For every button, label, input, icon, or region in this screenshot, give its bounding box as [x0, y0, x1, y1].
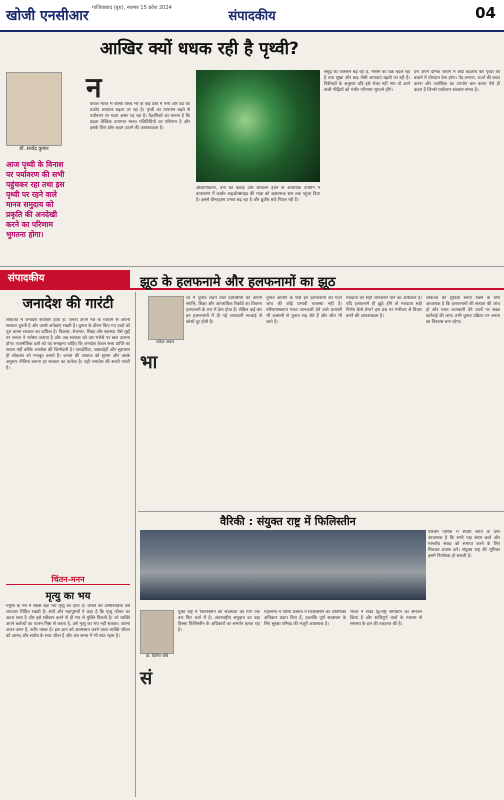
- article-column: औद्योगीकरण, वनों की कटाई और जीवाश्म ईंधन के अत्यधिक उपयोग ने वातावरण में कार्बन डाइऑक्साइड की मात्रा को खतरनाक स्तर तक पहुंचा दिया है। इससे ग्रीनहाउस प्रभाव बढ़ रहा है और ध्रुवीय बर्फ पिघल रही है।: [196, 186, 320, 203]
- chintan-headline: मृत्यु का भय: [45, 591, 91, 602]
- chintan-rule: [6, 584, 130, 585]
- dateline: गाजियाबाद (बुध), नवम्बर 15 प्रवेश 2024: [92, 5, 172, 11]
- article-column: रत में चुनाव लड़ने वाले प्रत्याशियों को अपनी संपत्ति, शिक्षा और आपराधिक रिकॉर्ड का विवरण हलफनामे के रूप में देना होता है। लेकिन कई बार इन हलफनामों में दी गई जानकारी सच्चाई से कोसों दूर होती है।: [186, 296, 262, 325]
- author-photo: [6, 72, 62, 146]
- top-article-headline: आखिर क्यों धधक रही है पृथ्वी?: [100, 39, 299, 59]
- author-name: डॉ. सत्येंद्र कुमार: [19, 146, 49, 152]
- author-photo: [140, 610, 174, 654]
- article-column: केवल भारत में बल्कि विश्व भर के कई देशों में गर्मी और ठंड का प्रकोप लगातार बढ़ता जा रहा है। पृथ्वी का तापमान बढ़ने से पर्यावरण पर गहरा असर पड़ रहा है। वैज्ञानिकों का मानना है कि बढ़ता वैश्विक तापमान मानव गतिविधियों का परिणाम है और इसके लिए ठोस कदम उठाने की आवश्यकता है।: [90, 102, 190, 131]
- divider: [135, 292, 136, 797]
- section-title: संपादकीय: [228, 9, 276, 24]
- article-column: महासभा में पारित प्रस्ताव ने फिलिस्तीन को अतिरिक्त अधिकार प्रदान किए हैं, हालांकि पूर्ण सदस्यता के लिए सुरक्षा परिषद की मंजूरी आवश्यक है।: [264, 610, 346, 627]
- middle-article-headline: झूठ के हलफनामे और हलफनामों का झूठ: [140, 275, 336, 290]
- author-name: राकेश अचल: [155, 339, 175, 344]
- chintan-label: चिंतन-मनन: [51, 575, 85, 584]
- article-column: भारत ने सदैव द्वि-राष्ट्र समाधान का समर्थन किया है और शांतिपूर्ण वार्ता के माध्यम से समस्या के हल की वकालत की है।: [350, 610, 422, 627]
- divider: [138, 511, 504, 512]
- article-column: मतदाता को सही जानकारी पाने का अधिकार है। यदि हलफनामे ही झूठे होंगे तो मतदाता सही निर्णय कैसे लेगा? इस प्रश्न पर गंभीरता से विचार करने की आवश्यकता है।: [346, 296, 422, 319]
- un-assembly-photo: [140, 530, 426, 600]
- earth-photo: [196, 70, 320, 182]
- drop-cap: भा: [140, 352, 158, 373]
- editorial-banner: संपादकीय: [0, 270, 130, 288]
- un-article-headline: वैरिकी : संयुक्त राष्ट्र में फिलिस्तीन: [220, 515, 356, 528]
- drop-cap: सं: [140, 668, 153, 689]
- editorial-headline: जनादेश की गारंटी: [22, 296, 114, 312]
- article-column: चुनाव आयोग के पास इन हलफनामों की गहन जांच की कोई प्रभावी व्यवस्था नहीं है। परिणामस्वरूप गलत जानकारी देने वाले प्रत्याशी भी आसानी से चुनाव लड़ लेते हैं और जीत भी जाते हैं।: [266, 296, 342, 325]
- author-photo: [148, 296, 184, 340]
- article-column: समुद्र का जलस्तर बढ़ रहा है, मौसम का चक्र बदल रहा है तथा सूखा और बाढ़ जैसी आपदाएं बढ़ती जा रही हैं। विशेषज्ञों के अनुसार यदि इसे रोका नहीं गया तो आने वाली पीढ़ियों को गंभीर परिणाम भुगतने होंगे।: [324, 70, 410, 93]
- drop-cap: न: [86, 71, 102, 104]
- article-column: पश्चिम एशिया में स्थायी शांति के लिए आवश्यक है कि सभी पक्ष संयम बरतें और मानवीय संकट को समाप्त करने के लिए मिलकर प्रयास करें। संयुक्त राष्ट्र की भूमिका इसमें निर्णायक हो सकती है।: [428, 530, 500, 559]
- editorial-body: लोकतंत्र में जनादेश सर्वोपरि होता है। जनता अपने मत के माध्यम से अपनी सरकार चुनती है और उससे अपेक्षाएं रखती है। चुनाव के दौरान किए गए वादों को पूरा करना सरकार का दायित्व है। विकास, रोजगार, शिक्षा और स्वास्थ्य जैसे मुद्दों पर जनता ने भरोसा जताया है और अब सरकार को उस भरोसे पर खरा उतरना होगा। राजनीतिक दलों को यह समझना चाहिए कि जनादेश केवल सत्ता प्राप्ति का साधन नहीं बल्कि जनसेवा की जिम्मेदारी है। पारदर्शिता, जवाबदेही और सुशासन ही लोकतंत्र को मजबूत बनाते हैं। जनता की आवाज को सुनना और उसके अनुरूप नीतियां बनाना हर सरकार का कर्तव्य है। यही जनादेश की सच्ची गारंटी है।: [6, 318, 130, 371]
- article-column: युक्त राष्ट्र में फिलिस्तीन को सदस्यता की मांग एक बार फिर चर्चा में है। अंतरराष्ट्रीय समुदाय का बड़ा हिस्सा फिलिस्तीन के अधिकारों का समर्थन करता रहा है।: [178, 610, 260, 633]
- author-name: डॉ. दिलीप चौबे: [145, 653, 169, 658]
- page-number: 04: [475, 4, 496, 22]
- brand-logo: खोजी एनसीआर: [6, 8, 89, 24]
- divider: [0, 266, 504, 267]
- article-column: हमें अपने दैनिक जीवन में छोटे बदलाव कर पृथ्वी को बचाने में योगदान देना होगा। पेड़ लगाना, ऊर्जा की बचत करना और प्लास्टिक का उपयोग कम करना ऐसे ही कदम हैं जिनसे पर्यावरण संरक्षण संभव है।: [414, 70, 500, 93]
- chintan-body: मनुष्य के मन में सबसे बड़ा भय मृत्यु का होता है। जीवन की अनिश्चितता उसे लगातार चिंतित रखती है। संतों और महापुरुषों ने कहा है कि मृत्यु जीवन का अटल सत्य है और इसे स्वीकार करने से ही भय से मुक्ति मिलती है। जो व्यक्ति अपने कर्तव्यों का पालन निष्ठा से करता है, उसे मृत्यु का भय नहीं सताता। आत्मा अजर-अमर है, शरीर नश्वर है। इस ज्ञान को आत्मसात करने वाला व्यक्ति जीवन को आनंद और संतोष के साथ जीता है और अंत समय में भी शांत रहता है।: [6, 604, 130, 639]
- pullquote: आज पृथ्वी के विनाश पर पर्यावरण की सभी पहुंचकर रहा तथा इस पृथ्वी पर रहने वाले मानव समुदाय को प्रकृति की अनदेखी करने का परिणाम भुगतना होगा।: [6, 160, 65, 239]
- article-column: लोकतंत्र की शुचिता बनाए रखने के लिए आवश्यक है कि हलफनामों की सत्यता की जांच हो और गलत जानकारी देने वालों पर सख्त कार्रवाई की जाए। तभी चुनाव प्रक्रिया पर जनता का विश्वास बना रहेगा।: [426, 296, 500, 325]
